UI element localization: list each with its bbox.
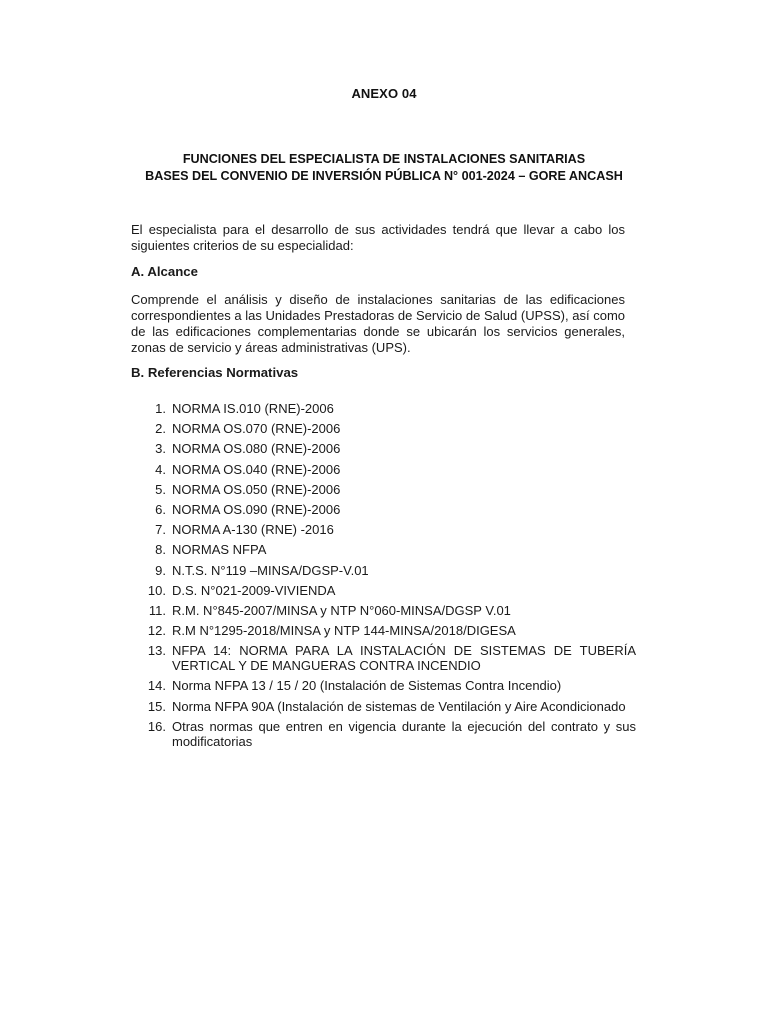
list-item-text: NORMA OS.090 (RNE)-2006 xyxy=(172,501,341,517)
list-item xyxy=(146,542,636,557)
heading-line-2: BASES DEL CONVENIO DE INVERSIÓN PÚBLICA N° 001-2024 – GORE ANCASH xyxy=(145,169,623,183)
list-item-number: 7. xyxy=(155,522,166,538)
list-item-text: NORMA OS.040 (RNE)-2006 xyxy=(172,461,341,477)
list-item xyxy=(146,441,636,456)
list-item-number: 1. xyxy=(155,401,166,416)
list-item xyxy=(146,603,636,618)
list-item xyxy=(146,502,636,517)
list-item-text: NORMA A-130 (RNE) -2016 xyxy=(172,522,334,538)
list-item-number: 8. xyxy=(155,542,166,558)
list-item-number: 13. xyxy=(147,643,166,659)
list-item-number: 15. xyxy=(147,698,166,714)
section-b-title: B. Referencias Normativas xyxy=(131,365,299,380)
list-item-text: NORMA OS.050 (RNE)-2006 xyxy=(172,481,341,497)
section-a-title: A. Alcance xyxy=(131,264,198,279)
list-item-text: N.T.S. N°119 –MINSA/DGSP-V.01 xyxy=(172,562,369,578)
list-item-number: 3. xyxy=(155,441,166,457)
list-item-text: Otras normas que entren en vigencia durante la ejecución del contrato y sus modificatorias xyxy=(172,718,636,749)
reference-list xyxy=(146,401,636,754)
list-item-number: 2. xyxy=(155,421,166,437)
list-item-number: 9. xyxy=(155,562,166,578)
list-item-text: Norma NFPA 90A (Instalación de sistemas de Ventilación y Aire Acondicionado xyxy=(172,698,626,714)
list-item-number: 6. xyxy=(155,501,166,517)
list-item-number: 11. xyxy=(148,602,166,618)
document-heading xyxy=(0,151,768,185)
heading-line-1: FUNCIONES DEL ESPECIALISTA DE INSTALACIONES SANITARIAS xyxy=(182,152,586,166)
list-item-text: NORMA OS.070 (RNE)-2006 xyxy=(172,421,341,437)
list-item-number: 16. xyxy=(147,718,166,734)
list-item xyxy=(146,678,636,693)
list-item xyxy=(146,401,636,416)
list-item-text: NORMAS NFPA xyxy=(172,542,267,558)
list-item xyxy=(146,563,636,578)
list-item-text: NORMA OS.080 (RNE)-2006 xyxy=(172,441,341,457)
list-item-text: R.M N°1295-2018/MINSA y NTP 144-MINSA/2018/DIGESA xyxy=(172,623,516,639)
list-item-number: 14. xyxy=(147,678,166,694)
list-item-text: D.S. N°021-2009-VIVIENDA xyxy=(172,582,336,598)
list-item xyxy=(146,699,636,714)
list-item xyxy=(146,522,636,537)
section-a-body: Comprende el análisis y diseño de instalaciones sanitarias de las edificaciones correspondientes a las Unidades Prestadoras de Servicio de Salud (UPSS), así como de las edificaciones complementarias donde se ubicarán los servicios generales, zonas de servicio y áreas administrativas (UPS). xyxy=(131,292,625,355)
list-item xyxy=(146,583,636,598)
list-item xyxy=(146,643,636,673)
list-item xyxy=(146,421,636,436)
list-item-text: NFPA 14: NORMA PARA LA INSTALACIÓN DE SISTEMAS DE TUBERÍA VERTICAL Y DE MANGUERAS CONTRA INCENDIO xyxy=(172,643,636,674)
annex-title: ANEXO 04 xyxy=(351,86,417,101)
list-item xyxy=(146,719,636,749)
list-item-number: 12. xyxy=(147,623,166,639)
list-item xyxy=(146,462,636,477)
list-item-text: Norma NFPA 13 / 15 / 20 (Instalación de Sistemas Contra Incendio) xyxy=(172,678,562,694)
list-item-text: R.M. N°845-2007/MINSA y NTP N°060-MINSA/DGSP V.01 xyxy=(172,602,511,618)
list-item xyxy=(146,482,636,497)
list-item-number: 10. xyxy=(147,582,166,598)
list-item-text: NORMA IS.010 (RNE)-2006 xyxy=(172,401,334,416)
intro-paragraph: El especialista para el desarrollo de sus actividades tendrá que llevar a cabo los siguientes criterios de su especialidad: xyxy=(131,222,625,253)
list-item-number: 4. xyxy=(155,461,166,477)
list-item xyxy=(146,623,636,638)
list-item-number: 5. xyxy=(155,481,166,497)
